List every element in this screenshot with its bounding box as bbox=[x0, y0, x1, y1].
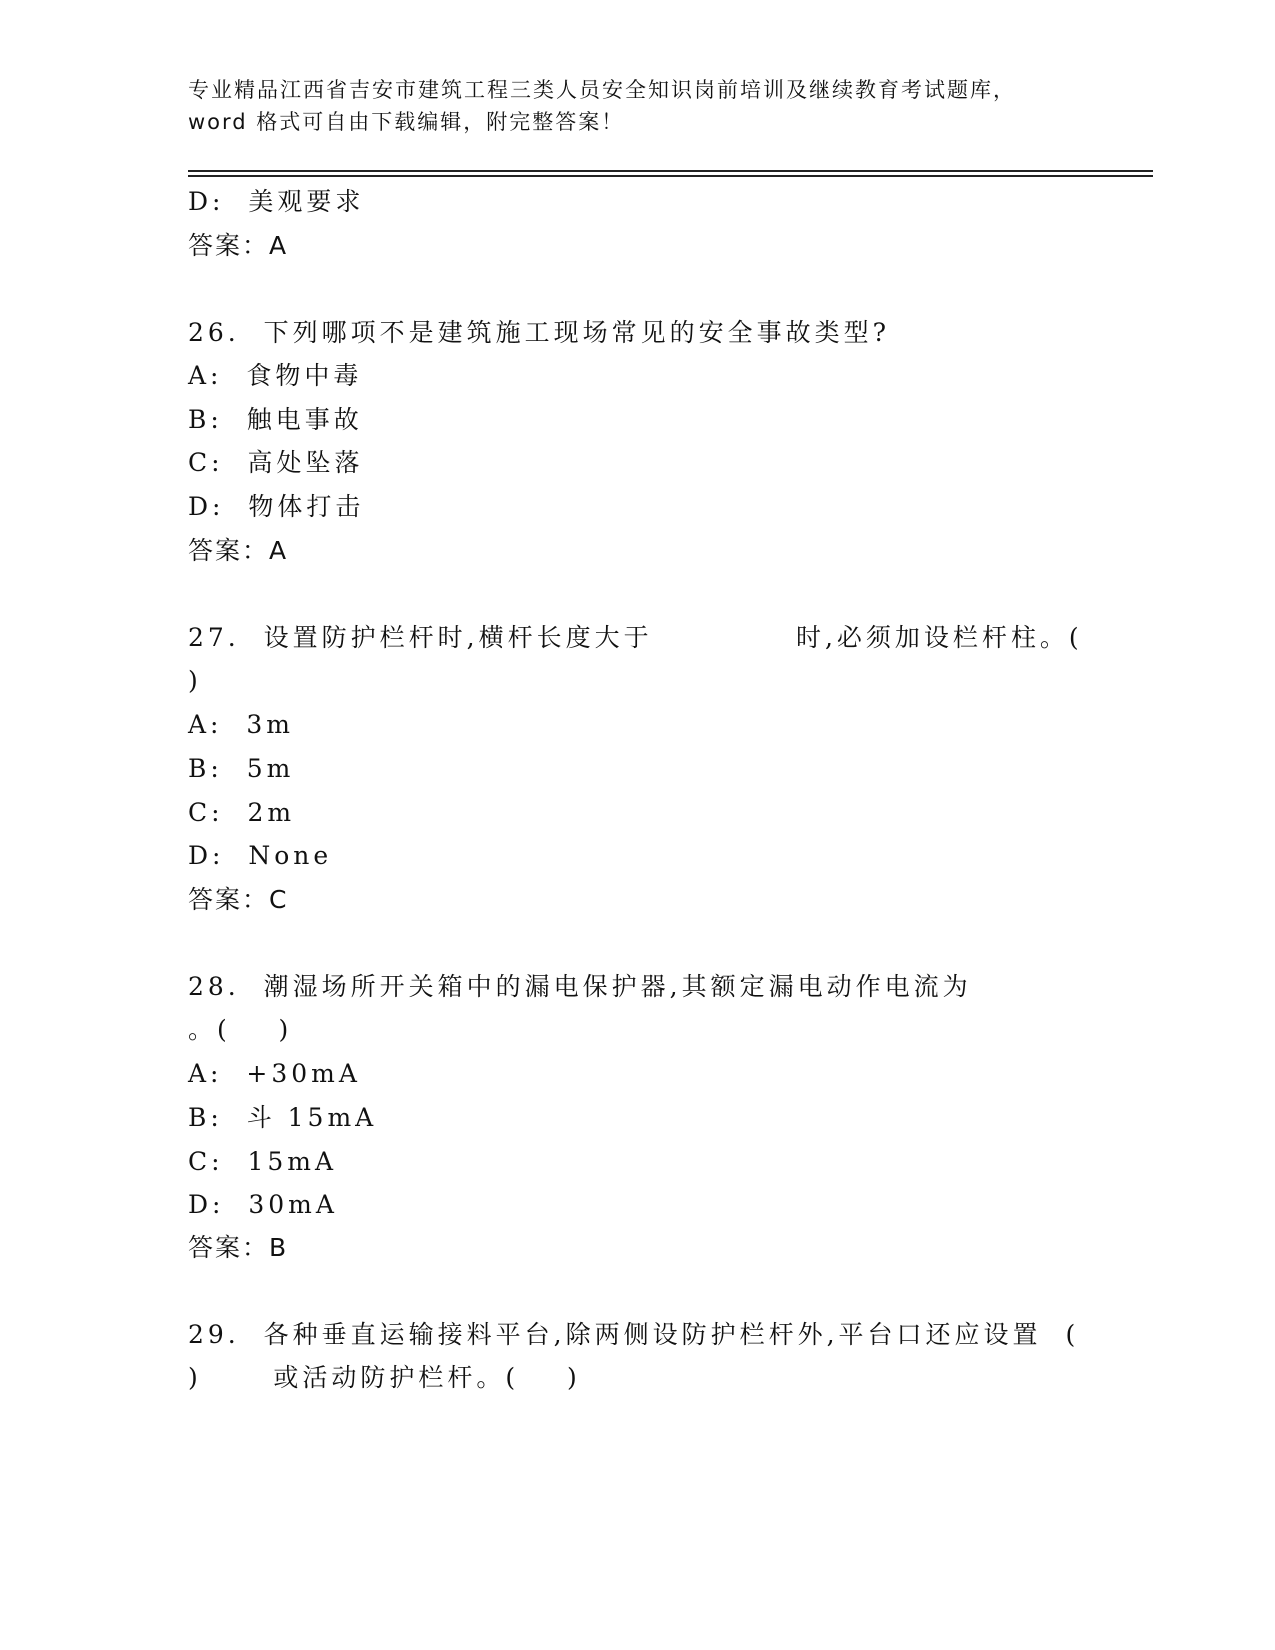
question-28-answer: 答案：B bbox=[188, 1233, 289, 1262]
header-line-1: 专业精品江西省吉安市建筑工程三类人员安全知识岗前培训及继续教育考试题库， bbox=[188, 78, 1016, 102]
question-27-option-d: D: None bbox=[188, 841, 333, 870]
question-29-stem: 29. 各种垂直运输接料平台,除两侧设防护栏杆外,平台口还应设置 ( bbox=[188, 1320, 1080, 1349]
document-header bbox=[188, 74, 1088, 138]
question-28-stem: 28. 潮湿场所开关箱中的漏电保护器,其额定漏电动作电流为 bbox=[188, 972, 972, 1001]
question-26-stem: 26. 下列哪项不是建筑施工现场常见的安全事故类型? bbox=[188, 318, 891, 347]
question-26-answer: 答案：A bbox=[188, 536, 289, 565]
question-27-answer: 答案：C bbox=[188, 885, 289, 914]
question-26-option-a: A: 食物中毒 bbox=[188, 361, 363, 390]
question-28-option-a: A: +30mA bbox=[188, 1059, 361, 1088]
prev-option-d: D: 美观要求 bbox=[188, 187, 365, 216]
question-29-stem-continued: ) 或活动防护栏杆。( ) bbox=[188, 1363, 581, 1392]
question-28-stem-continued: 。( ) bbox=[188, 1015, 293, 1044]
question-26-option-c: C: 高处坠落 bbox=[188, 448, 364, 477]
header-line-2: word 格式可自由下载编辑，附完整答案！ bbox=[188, 110, 625, 134]
question-28-option-c: C: 15mA bbox=[188, 1147, 338, 1176]
question-26-option-d: D: 物体打击 bbox=[188, 492, 365, 521]
question-27-option-c: C: 2m bbox=[188, 798, 296, 827]
prev-answer: 答案：A bbox=[188, 231, 289, 260]
question-27-option-a: A: 3m bbox=[188, 710, 294, 739]
question-27-stem-continued: ) bbox=[188, 666, 202, 695]
header-rule-bottom bbox=[188, 175, 1153, 177]
question-26-option-b: B: 触电事故 bbox=[188, 405, 363, 434]
question-27-stem: 27. 设置防护栏杆时,横杆长度大于 时,必须加设栏杆柱。( bbox=[188, 623, 1083, 652]
question-28-option-d: D: 30mA bbox=[188, 1190, 338, 1219]
question-27-option-b: B: 5m bbox=[188, 754, 295, 783]
question-28-option-b: B: 斗 15mA bbox=[188, 1103, 378, 1132]
header-rule-top bbox=[188, 170, 1153, 172]
